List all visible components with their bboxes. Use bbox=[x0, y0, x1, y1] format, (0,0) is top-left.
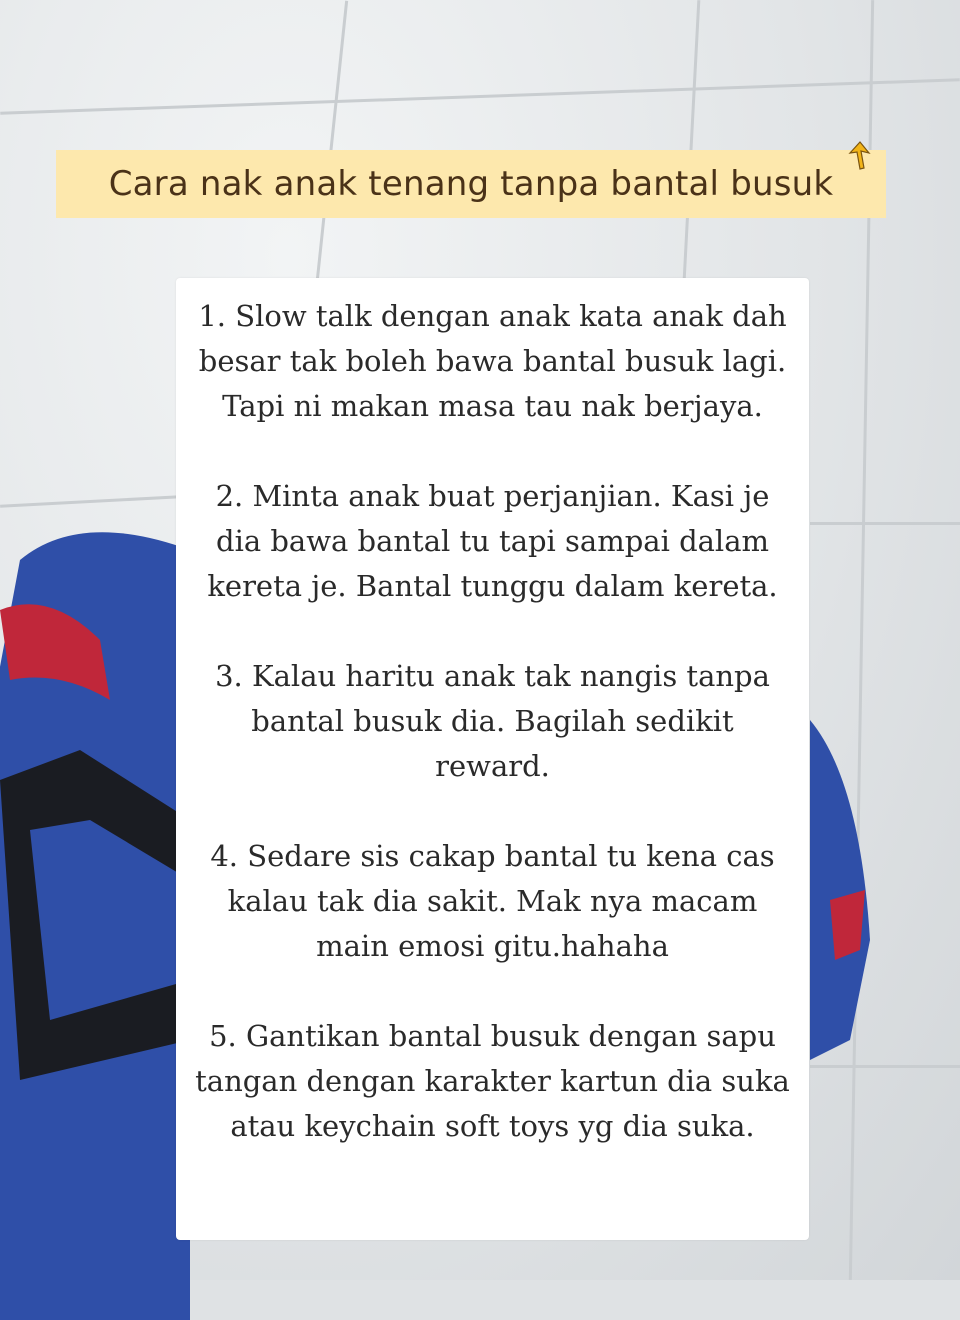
tip-item: 4. Sedare sis cakap bantal tu kena cas kalau tak dia sakit. Mak nya macam main emosi gitu.hahaha bbox=[210, 839, 775, 963]
backpack-side-trim bbox=[830, 890, 865, 960]
tip-item: 1. Slow talk dengan anak kata anak dah besar tak boleh bawa bantal busuk lagi. Tapi ni makan masa tau nak berjaya. bbox=[198, 299, 787, 423]
tile-grout bbox=[315, 1, 348, 290]
tile-grout bbox=[0, 78, 960, 115]
tips-list bbox=[176, 294, 809, 1194]
arrow-icon bbox=[844, 139, 876, 171]
tip-item: 2. Minta anak buat perjanjian. Kasi je dia bawa bantal tu tapi sampai dalam kereta je. Bantal tunggu dalam kereta. bbox=[207, 479, 778, 603]
tip-item: 3. Kalau haritu anak tak nangis tanpa bantal busuk dia. Bagilah sedikit reward. bbox=[215, 659, 770, 783]
backpack-side bbox=[810, 720, 870, 1060]
tile-grout bbox=[0, 495, 180, 507]
tip-item: 5. Gantikan bantal busuk dengan sapu tangan dengan karakter kartun dia suka atau keychain soft toys yg dia suka. bbox=[195, 1019, 790, 1143]
title-banner bbox=[56, 150, 886, 218]
page-title: Cara nak anak tenang tanpa bantal busuk bbox=[108, 164, 834, 204]
tips-card bbox=[176, 278, 809, 1240]
tile-grout bbox=[683, 0, 701, 280]
